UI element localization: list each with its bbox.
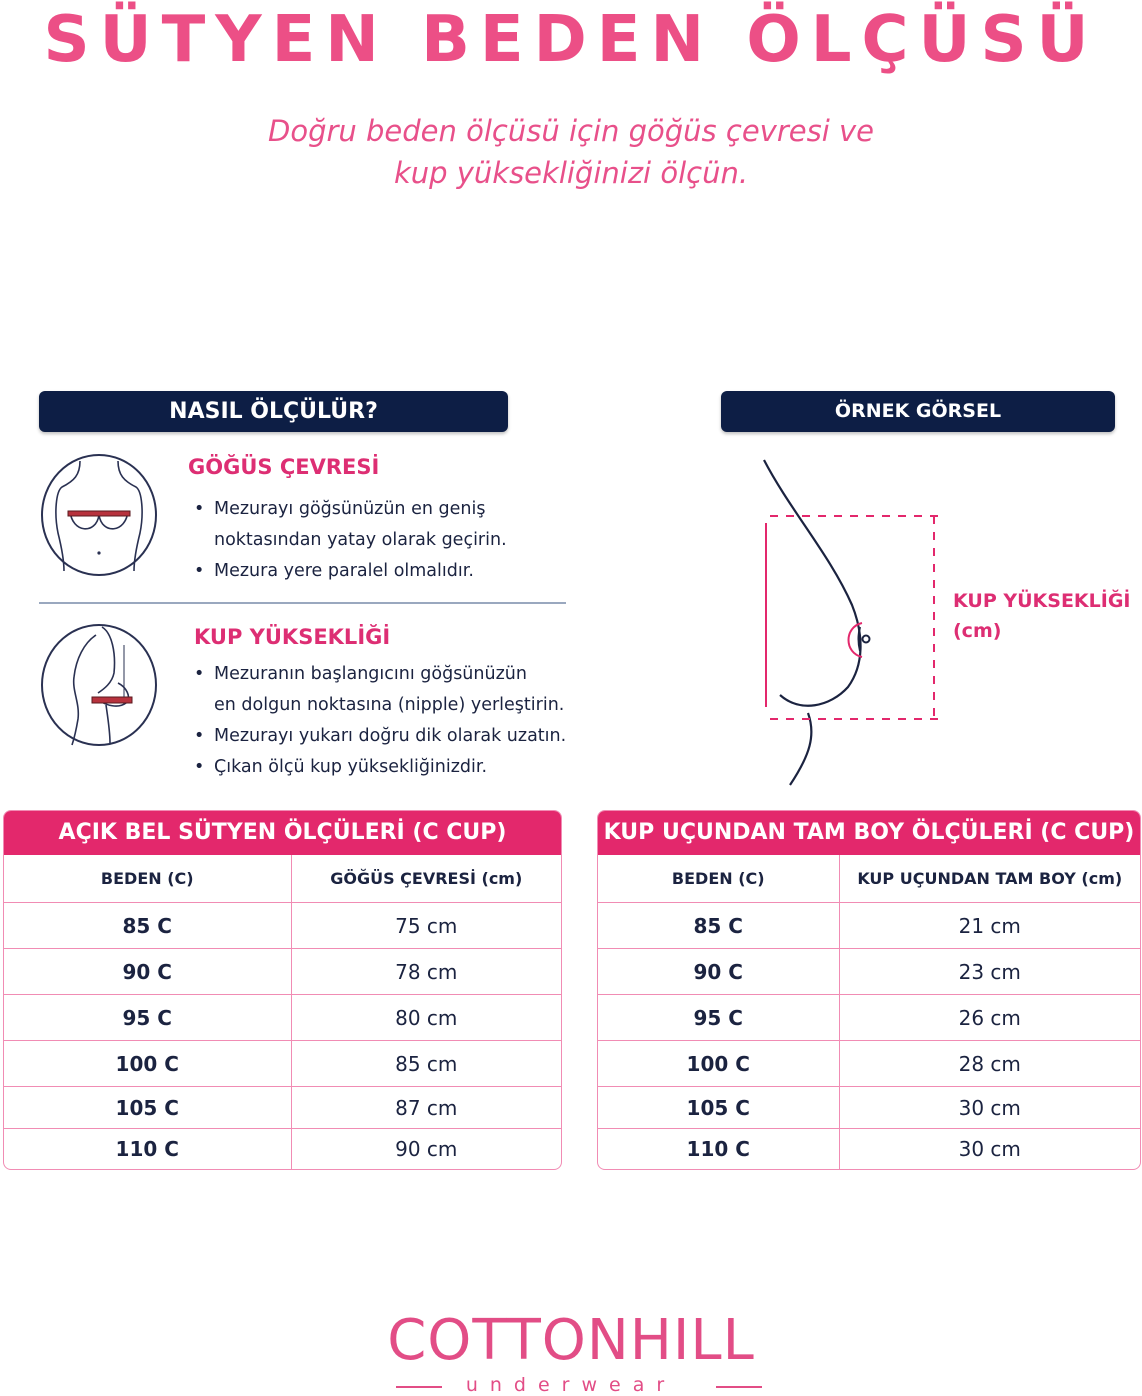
example-header: ÖRNEK GÖRSEL bbox=[721, 391, 1115, 432]
tip-to-full-length-table bbox=[597, 810, 1141, 1170]
table-row bbox=[4, 1087, 561, 1129]
list-item: • Çıkan ölçü kup yüksekliğinizdir. bbox=[188, 752, 566, 783]
list-item: • Mezura yere paralel olmalıdır. bbox=[188, 556, 507, 587]
size-cell: 100 C bbox=[4, 1041, 291, 1087]
page-title: SÜTYEN BEDEN ÖLÇÜSÜ bbox=[43, 3, 1099, 77]
size-cell: 100 C bbox=[598, 1041, 839, 1087]
size-cell: 110 C bbox=[598, 1129, 839, 1169]
value-cell: 26 cm bbox=[839, 995, 1140, 1041]
list-item bbox=[188, 494, 507, 556]
size-cell: 85 C bbox=[4, 903, 291, 949]
chest-measure-icon bbox=[40, 453, 158, 577]
list-item: • Mezurayı yukarı doğru dik olarak uzatın. bbox=[188, 721, 566, 752]
table-row bbox=[598, 1087, 1140, 1129]
value-cell: 87 cm bbox=[291, 1087, 561, 1129]
cup-instructions bbox=[188, 659, 566, 783]
table-title: KUP UÇUNDAN TAM BOY ÖLÇÜLERİ (C CUP) bbox=[598, 811, 1140, 855]
value-cell: 30 cm bbox=[958, 1136, 1021, 1161]
cup-height-label bbox=[953, 586, 1131, 646]
subtitle-line-1: Doğru beden ölçüsü için göğüs çevresi ve bbox=[268, 114, 874, 148]
chest-instructions bbox=[188, 494, 507, 587]
cup-bullet-1a: • Mezuranın başlangıcını göğsünüzün bbox=[214, 664, 527, 684]
section-divider bbox=[39, 602, 566, 604]
cup-height-diagram bbox=[760, 455, 950, 790]
table-row bbox=[598, 1129, 1140, 1169]
value-cell: 28 cm bbox=[839, 1041, 1140, 1087]
cup-bullet-1b: en dolgun noktasına (nipple) yerleştirin. bbox=[214, 695, 565, 715]
value-cell: 21 cm bbox=[839, 903, 1140, 949]
cup-height-label-line-2: (cm) bbox=[953, 620, 1002, 642]
size-cell: 85 C bbox=[598, 903, 839, 949]
table-row bbox=[4, 995, 561, 1041]
size-cell: 105 C bbox=[4, 1087, 291, 1129]
list-item bbox=[188, 659, 566, 721]
chest-bullet-1a: • Mezurayı göğsünüzün en geniş bbox=[214, 499, 486, 519]
value-cell: 78 cm bbox=[291, 949, 561, 995]
column-header-length: KUP UÇUNDAN TAM BOY (cm) bbox=[839, 855, 1140, 903]
cup-measure-icon bbox=[40, 623, 158, 747]
table-row bbox=[4, 903, 561, 949]
value-cell: 75 cm bbox=[291, 903, 561, 949]
size-cell: 95 C bbox=[598, 995, 839, 1041]
table-title: AÇIK BEL SÜTYEN ÖLÇÜLERİ (C CUP) bbox=[4, 811, 561, 855]
column-header-size: BEDEN (C) bbox=[598, 855, 839, 903]
table-row bbox=[4, 1129, 561, 1169]
brand-logo-sub: underwear bbox=[465, 1374, 677, 1396]
table-row bbox=[598, 1041, 1140, 1087]
size-cell: 110 C bbox=[4, 1129, 291, 1169]
brand-line-right bbox=[716, 1386, 762, 1388]
subtitle bbox=[0, 110, 1142, 194]
table-row bbox=[4, 1041, 561, 1087]
brand-logo-name: COTTONHILL bbox=[387, 1308, 755, 1373]
table-row bbox=[598, 949, 1140, 995]
subtitle-line-2: kup yüksekliğinizi ölçün. bbox=[393, 156, 749, 190]
column-header-size: BEDEN (C) bbox=[4, 855, 291, 903]
table-row bbox=[598, 995, 1140, 1041]
value-cell: 90 cm bbox=[395, 1136, 458, 1161]
open-waist-size-table bbox=[3, 810, 562, 1170]
cup-height-label-line-1: KUP YÜKSEKLİĞİ bbox=[953, 590, 1131, 612]
chest-section-title: GÖĞÜS ÇEVRESİ bbox=[188, 455, 380, 479]
column-header-chest: GÖĞÜS ÇEVRESİ (cm) bbox=[291, 855, 561, 903]
value-cell: 85 cm bbox=[291, 1041, 561, 1087]
size-cell: 105 C bbox=[598, 1087, 839, 1129]
value-cell: 23 cm bbox=[839, 949, 1140, 995]
value-cell: 80 cm bbox=[291, 995, 561, 1041]
value-cell: 30 cm bbox=[839, 1087, 1140, 1129]
size-cell: 90 C bbox=[598, 949, 839, 995]
chest-bullet-1b: noktasından yatay olarak geçirin. bbox=[214, 530, 507, 550]
size-cell: 90 C bbox=[4, 949, 291, 995]
cup-section-title: KUP YÜKSEKLİĞİ bbox=[194, 625, 391, 649]
table-row bbox=[4, 949, 561, 995]
how-to-header: NASIL ÖLÇÜLÜR? bbox=[39, 391, 508, 432]
size-cell: 95 C bbox=[4, 995, 291, 1041]
table-row bbox=[598, 903, 1140, 949]
